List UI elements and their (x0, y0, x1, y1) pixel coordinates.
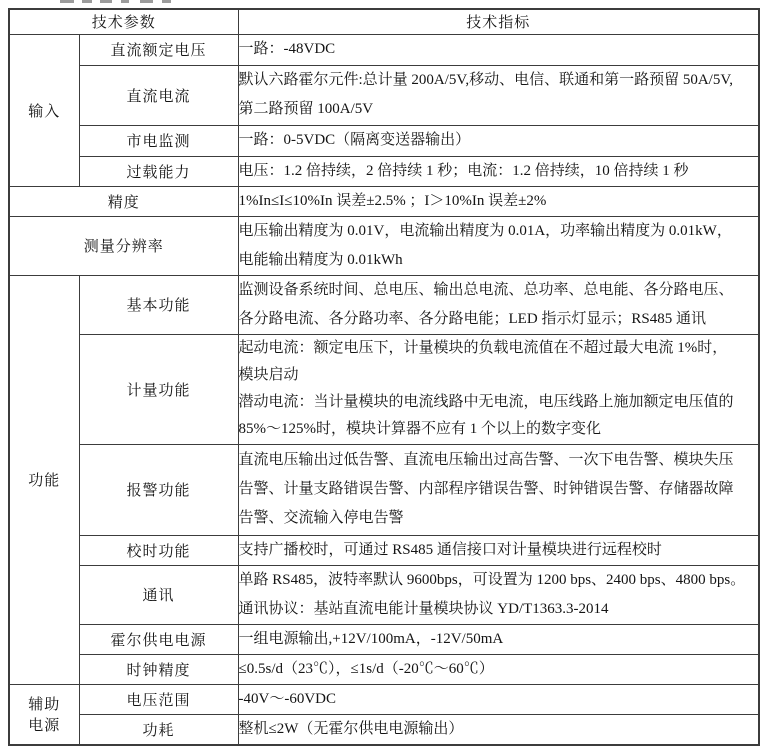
param-hall-power-supply: 霍尔供电电源 (79, 624, 238, 654)
value-line: 潜动电流：当计量模块的电流线路中无电流，电压线路上施加额定电压值的 (238, 394, 734, 410)
value-line: 1%In≤I≤10%In 误差±2.5% ；I＞10%In 误差±2% (238, 192, 547, 209)
text-fragment (121, 0, 129, 3)
text-fragment (140, 0, 153, 3)
value-line: ≤0.5s/d（23℃），≤1s/d（-20℃～60℃） (238, 660, 494, 677)
text-fragment (60, 0, 74, 3)
value-line: 单路 RS485，波特率默认 9600bps，可设置为 1200 bps、2400 bps、4800 bps。 (238, 571, 746, 588)
header-row (9, 9, 759, 34)
row-voltage-range (9, 684, 759, 714)
group-cell-input: 输入 (9, 34, 79, 186)
param-metering-function: 计量功能 (79, 334, 238, 444)
row-basic-function (9, 275, 759, 334)
value-line: 电压：1.2 倍持续，2 倍持续 1 秒；电流：1.2 倍持续，10 倍持续 1 秒 (238, 162, 689, 179)
row-dc-current (9, 65, 759, 125)
value-alarm-function (238, 444, 759, 535)
value-line: -40V～-60VDC (238, 690, 337, 707)
value-clock-accuracy (238, 654, 759, 684)
value-line: 告警、计量支路错误告警、内部程序错误告警、时钟错误告警、存储器故障 (238, 481, 734, 497)
row-communication (9, 565, 759, 624)
row-precision (9, 186, 759, 216)
row-overload (9, 156, 759, 186)
param-mains-monitor: 市电监测 (79, 125, 238, 156)
row-resolution (9, 216, 759, 275)
spec-table (8, 8, 760, 746)
param-communication: 通讯 (79, 565, 238, 624)
value-precision (238, 186, 759, 216)
row-metering-function (9, 334, 759, 444)
value-line: 第二路预留 100A/5V (238, 101, 374, 117)
row-alarm-function (9, 444, 759, 535)
row-power-consumption (9, 714, 759, 745)
value-communication (238, 565, 759, 624)
param-dc-rated-voltage: 直流额定电压 (79, 34, 238, 65)
param-basic-function: 基本功能 (79, 275, 238, 334)
value-line: 起动电流：额定电压下，计量模块的负载电流值在不超过最大电流 1%时， (238, 340, 728, 356)
value-mains-monitor (238, 125, 759, 156)
param-precision: 精度 (9, 186, 238, 216)
param-power-consumption: 功耗 (79, 714, 238, 745)
value-line: 直流电压输出过低告警、直流电压输出过高告警、一次下电告警、模块失压 (238, 452, 734, 468)
value-time-sync-function (238, 535, 759, 565)
value-line: 通讯协议：基站直流电能计量模块协议 YD/T1363.3-2014 (238, 600, 609, 617)
text-fragment (162, 0, 171, 3)
value-voltage-range (238, 684, 759, 714)
row-hall-power-supply (9, 624, 759, 654)
value-metering-function (238, 334, 759, 444)
value-line: 85%～125%时，模块计算器不应有 1 个以上的数字变化 (238, 421, 602, 437)
value-line: 各分路电流、各分路功率、各分路电能；LED 指示灯显示；RS485 通讯 (238, 310, 707, 327)
param-resolution: 测量分辨率 (9, 216, 238, 275)
value-line: 监测设备系统时间、总电压、输出总电流、总功率、总电能、各分路电压、 (238, 281, 734, 298)
row-clock-accuracy (9, 654, 759, 684)
value-line: 电压输出精度为 0.01V，电流输出精度为 0.01A，功率输出精度为 0.01kW， (238, 222, 732, 239)
param-overload: 过载能力 (79, 156, 238, 186)
col-header-indicators: 技术指标 (238, 9, 759, 34)
value-power-consumption (238, 714, 759, 745)
row-time-sync-function (9, 535, 759, 565)
row-mains-monitor (9, 125, 759, 156)
value-line: 模块启动 (238, 367, 299, 383)
value-line: 整机≤2W（无霍尔供电电源输出） (238, 720, 464, 737)
param-time-sync-function: 校时功能 (79, 535, 238, 565)
param-clock-accuracy: 时钟精度 (79, 654, 238, 684)
value-line: 默认六路霍尔元件:总计量 200A/5V,移动、电信、联通和第一路预留 50A/5V, (238, 72, 733, 88)
value-line: 电能输出精度为 0.01kWh (238, 251, 403, 268)
text-fragment (82, 0, 92, 3)
value-line: 一组电源输出,+12V/100mA，-12V/50mA (238, 630, 504, 647)
row-dc-rated-voltage (9, 34, 759, 65)
value-line: 一路：0-5VDC（隔离变送器输出） (238, 132, 471, 148)
col-header-params: 技术参数 (9, 9, 238, 34)
value-overload (238, 156, 759, 186)
value-line: 支持广播校时，可通过 RS485 通信接口对计量模块进行远程校时 (238, 541, 662, 558)
param-dc-current: 直流电流 (79, 65, 238, 125)
value-dc-rated-voltage (238, 34, 759, 65)
param-voltage-range: 电压范围 (79, 684, 238, 714)
value-resolution (238, 216, 759, 275)
group-label-line: 辅助 (28, 697, 61, 713)
value-line: 一路：-48VDC (238, 41, 336, 57)
param-alarm-function: 报警功能 (79, 444, 238, 535)
value-dc-current (238, 65, 759, 125)
value-basic-function (238, 275, 759, 334)
text-fragment (100, 0, 112, 3)
group-label-line: 电源 (28, 718, 61, 734)
value-hall-power-supply (238, 624, 759, 654)
group-cell-aux-power (9, 684, 79, 745)
group-cell-function: 功能 (9, 275, 79, 684)
value-line: 告警、交流输入停电告警 (238, 510, 404, 526)
